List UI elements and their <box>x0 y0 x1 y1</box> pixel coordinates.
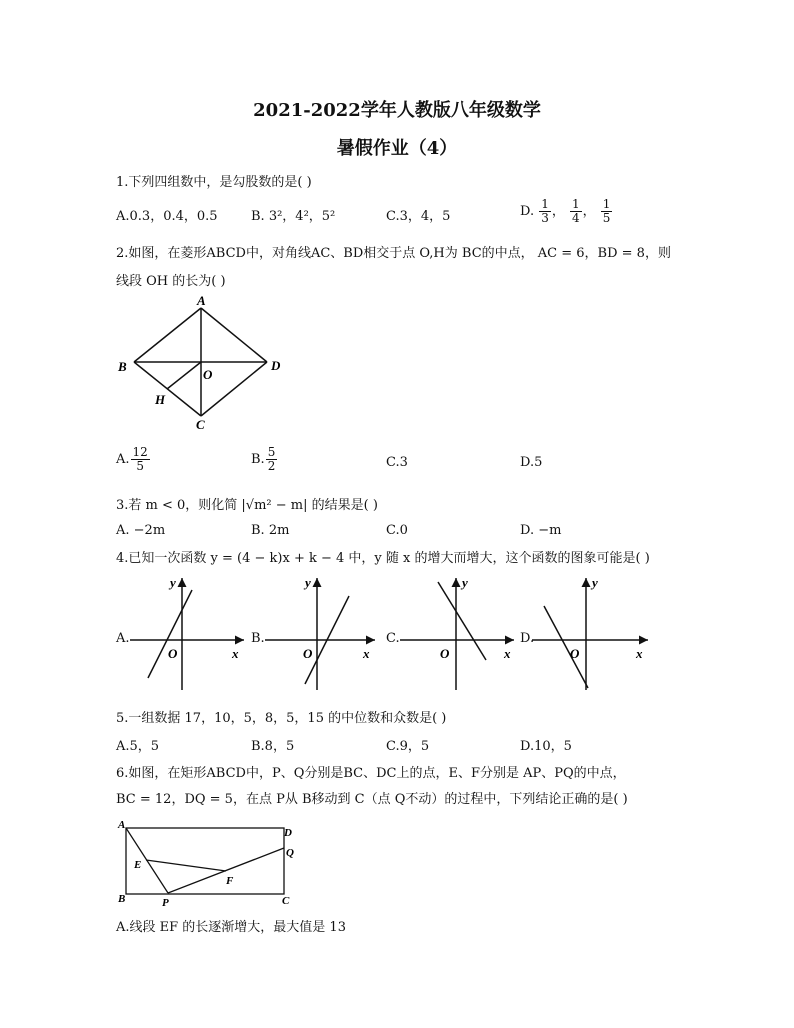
q4-b-x-label: x <box>363 646 370 661</box>
q4-a-line <box>148 590 192 678</box>
q4-option-b-label: B. <box>251 631 265 646</box>
q3-option-b: B. 2m <box>251 523 290 538</box>
q4-c-origin: O <box>440 646 450 661</box>
q4-option-a-label: A. <box>116 631 130 646</box>
q1-option-c: C.3，4，5 <box>386 209 451 224</box>
page-title: 2021-2022学年人教版八年级数学 <box>253 100 541 121</box>
q2-edge-ba <box>134 308 201 362</box>
q5-option-b: B.8，5 <box>251 739 295 754</box>
q4-b-y-label: y <box>305 575 311 590</box>
q6-rectangle-figure <box>112 816 302 906</box>
q3-option-c: C.0 <box>386 523 408 538</box>
page-subtitle: 暑假作业（4） <box>336 138 458 159</box>
q4-d-x-label: x <box>636 646 643 661</box>
q2-rhombus-figure <box>112 292 292 432</box>
q1-d-frac-3: $\frac{1}{5}$ <box>602 197 611 225</box>
q5-option-c: C.9，5 <box>386 739 430 754</box>
q1-option-d: D. $\frac{1}{3}$ ， $\frac{1}{4}$ ， $\frac{1}{5}$ <box>520 197 611 225</box>
q6-stem-line2: BC = 12，DQ = 5，在点 P从 B移动到 C（点 Q不动）的过程中，下列结论正确的是( ) <box>116 792 628 807</box>
q4-a-x-label: x <box>232 646 239 661</box>
q2-label-o: O <box>203 367 213 382</box>
q2-option-d: D.5 <box>520 455 543 470</box>
q6-label-p: P <box>162 897 169 906</box>
q2-stem-line1: 2.如图，在菱形ABCD中，对角线AC、BD相交于点 O,H为 BC的中点， AC = 6，BD = 8，则 <box>116 246 671 261</box>
q2-label-h: H <box>155 392 166 407</box>
q2-label-d: D <box>271 358 281 373</box>
q2-stem-line2: 线段 OH 的长为( ) <box>116 274 226 289</box>
q4-graph-a <box>128 572 250 692</box>
q2-label-c: C <box>196 417 205 432</box>
q6-segment-ef <box>146 860 226 871</box>
q4-stem: 4.已知一次函数 y = (4 − k)x + k − 4 中，y 随 x 的增大而增大，这个函数的图象可能是( ) <box>116 551 650 566</box>
q2-segment-oh <box>167 362 201 389</box>
q4-d-origin: O <box>570 646 580 661</box>
q6-label-q: Q <box>286 847 294 859</box>
q4-option-c-label: C. <box>386 631 400 646</box>
q4-d-line <box>544 606 588 688</box>
q6-option-a: A.线段 EF 的长逐渐增大，最大值是 13 <box>116 920 346 935</box>
q4-a-origin: O <box>168 646 178 661</box>
q6-stem-line1: 6.如图，在矩形ABCD中，P、Q分别是BC、DC上的点，E、F分别是 AP、PQ的中点， <box>116 766 626 781</box>
q2-option-b: B. $\frac{5}{2}$ <box>251 445 276 473</box>
q6-label-c: C <box>282 895 290 906</box>
q3-stem: 3.若 m < 0，则化简 |√m² − m| 的结果是( ) <box>116 498 378 513</box>
q1-option-b: B. 3²，4²，5² <box>251 209 336 224</box>
q4-graph-b <box>263 572 383 692</box>
q4-graph-d <box>530 572 652 692</box>
q5-option-d: D.10，5 <box>520 739 572 754</box>
q2-option-c: C.3 <box>386 455 408 470</box>
q6-label-a: A <box>118 819 126 831</box>
q2-label-a: A <box>197 293 206 308</box>
q5-option-a: A.5，5 <box>116 739 160 754</box>
q1-d-frac-2: $\frac{1}{4}$ <box>572 197 580 225</box>
q4-d-y-label: y <box>592 575 598 590</box>
q2-option-a: A. $\frac{12}{5}$ <box>116 445 148 473</box>
q4-graph-c <box>398 572 520 692</box>
q6-label-e: E <box>134 859 142 871</box>
q4-b-origin: O <box>303 646 313 661</box>
q6-label-f: F <box>226 875 234 887</box>
q1-option-d-prefix: D. <box>520 204 535 219</box>
q6-label-d: D <box>284 827 292 839</box>
q2-label-b: B <box>118 359 127 374</box>
q4-option-d-label: D. <box>520 631 535 646</box>
q4-c-x-label: x <box>504 646 511 661</box>
q4-c-y-label: y <box>462 575 468 590</box>
q4-a-y-label: y <box>170 575 176 590</box>
q1-d-frac-1: $\frac{1}{3}$ <box>541 197 549 225</box>
q6-label-b: B <box>118 893 126 905</box>
q2-edge-ad <box>201 308 267 362</box>
q1-option-a: A.0.3，0.4，0.5 <box>116 209 218 224</box>
q3-option-d: D. −m <box>520 523 562 538</box>
q1-stem: 1.下列四组数中，是勾股数的是( ) <box>116 175 312 190</box>
q5-stem: 5.一组数据 17，10，5，8，5，15 的中位数和众数是( ) <box>116 711 447 726</box>
q3-option-a: A. −2m <box>116 523 166 538</box>
